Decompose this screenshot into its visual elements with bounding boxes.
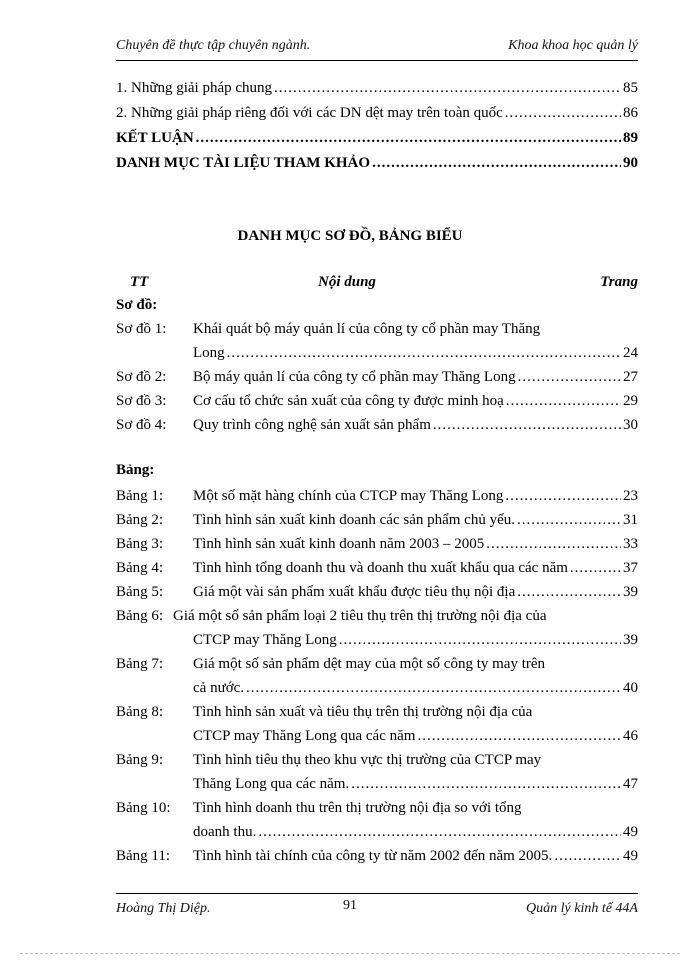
list-title: DANH MỤC SƠ ĐỒ, BẢNG BIỂU (237, 228, 463, 244)
header-rule (116, 60, 638, 61)
table-entry: CTCP may Thăng Long ..... 39 (193, 632, 638, 649)
table-entry: Tình hình tài chính của công ty từ năm 2002 đến năm 2005. ..... 49 (193, 848, 638, 865)
table-label: Bảng 6: (116, 608, 164, 624)
table-entry: Một số mặt hàng chính của CTCP may Thăng Long ..... 23 (193, 488, 638, 505)
table-entry: Tình hình sản xuất kinh doanh năm 2003 – 2005 ..... 33 (193, 536, 638, 553)
column-content: Nội dung (318, 274, 376, 290)
footer-left: Hoàng Thị Diệp. (116, 901, 211, 916)
footer-rule (116, 893, 638, 894)
column-page: Trang (600, 274, 638, 290)
header-right: Khoa khoa học quản lý (508, 38, 638, 53)
table-label: Bảng 10: (116, 800, 171, 816)
table-title: Giá một số sản phẩm loại 2 tiêu thụ trên thị trường nội địa của (173, 608, 547, 624)
table-label: Bảng 2: (116, 512, 164, 528)
tables-heading: Bảng: (116, 462, 155, 478)
page-number: 91 (343, 898, 357, 913)
diagram-entry: Bộ máy quản lí của công ty cổ phần may Thăng Long ..... 27 (193, 369, 638, 386)
table-label: Bảng 1: (116, 488, 164, 504)
table-entry: CTCP may Thăng Long qua các năm ..... 46 (193, 728, 638, 745)
footer-right: Quản lý kinh tế 44A (526, 901, 638, 916)
table-entry: Tình hình sản xuất kinh doanh các sản phẩm chủ yếu. ..... 31 (193, 512, 638, 529)
diagram-label: Sơ đồ 2: (116, 369, 167, 385)
table-label: Bảng 7: (116, 656, 164, 672)
table-label: Bảng 8: (116, 704, 164, 720)
page-break-line (20, 953, 680, 954)
table-entry: Thăng Long qua các năm. ..... 47 (193, 776, 638, 793)
diagram-entry: Cơ cấu tổ chức sản xuất của công ty được minh hoạ ..... 29 (193, 393, 638, 410)
table-title: Tình hình tiêu thụ theo khu vực thị trường của CTCP may (193, 752, 542, 768)
table-label: Bảng 4: (116, 560, 164, 576)
table-label: Bảng 9: (116, 752, 164, 768)
table-title: Tình hình doanh thu trên thị trường nội địa so với tổng (193, 800, 522, 816)
table-title: Giá một số sản phẩm dệt may của một số công ty may trên (193, 656, 546, 672)
table-entry: doanh thu. ..... 49 (193, 824, 638, 841)
toc-entry: 2. Những giải pháp riêng đối với các DN dệt may trên toàn quốc ..... 86 (116, 105, 638, 122)
diagram-label: Sơ đồ 4: (116, 417, 167, 433)
toc-entry: 1. Những giải pháp chung ..... 85 (116, 80, 638, 97)
table-label: Bảng 3: (116, 536, 164, 552)
diagram-title: Khái quát bộ máy quản lí của công ty cổ phần may Thăng (193, 321, 541, 337)
table-entry: Tình hình tổng doanh thu và doanh thu xuất khẩu qua các năm ..... 37 (193, 560, 638, 577)
column-tt: TT (130, 274, 149, 290)
diagrams-heading: Sơ đồ: (116, 297, 158, 313)
table-title: Tình hình sản xuất và tiêu thụ trên thị trường nội địa của (193, 704, 533, 720)
table-label: Bảng 5: (116, 584, 164, 600)
header-left: Chuyên đề thực tập chuyên ngành. (116, 38, 311, 53)
diagram-label: Sơ đồ 1: (116, 321, 167, 337)
diagram-label: Sơ đồ 3: (116, 393, 167, 409)
table-label: Bảng 11: (116, 848, 171, 864)
table-entry: Giá một vài sản phẩm xuất khẩu được tiêu thụ nội địa ..... 39 (193, 584, 638, 601)
diagram-entry: Quy trình công nghệ sản xuất sản phẩm ..... 30 (193, 417, 638, 434)
toc-entry: KẾT LUẬN ..... 89 (116, 130, 638, 147)
toc-entry: DANH MỤC TÀI LIỆU THAM KHẢO ..... 90 (116, 155, 638, 172)
table-entry: cả nước. ..... 40 (193, 680, 638, 697)
diagram-entry: Long ..... 24 (193, 345, 638, 362)
